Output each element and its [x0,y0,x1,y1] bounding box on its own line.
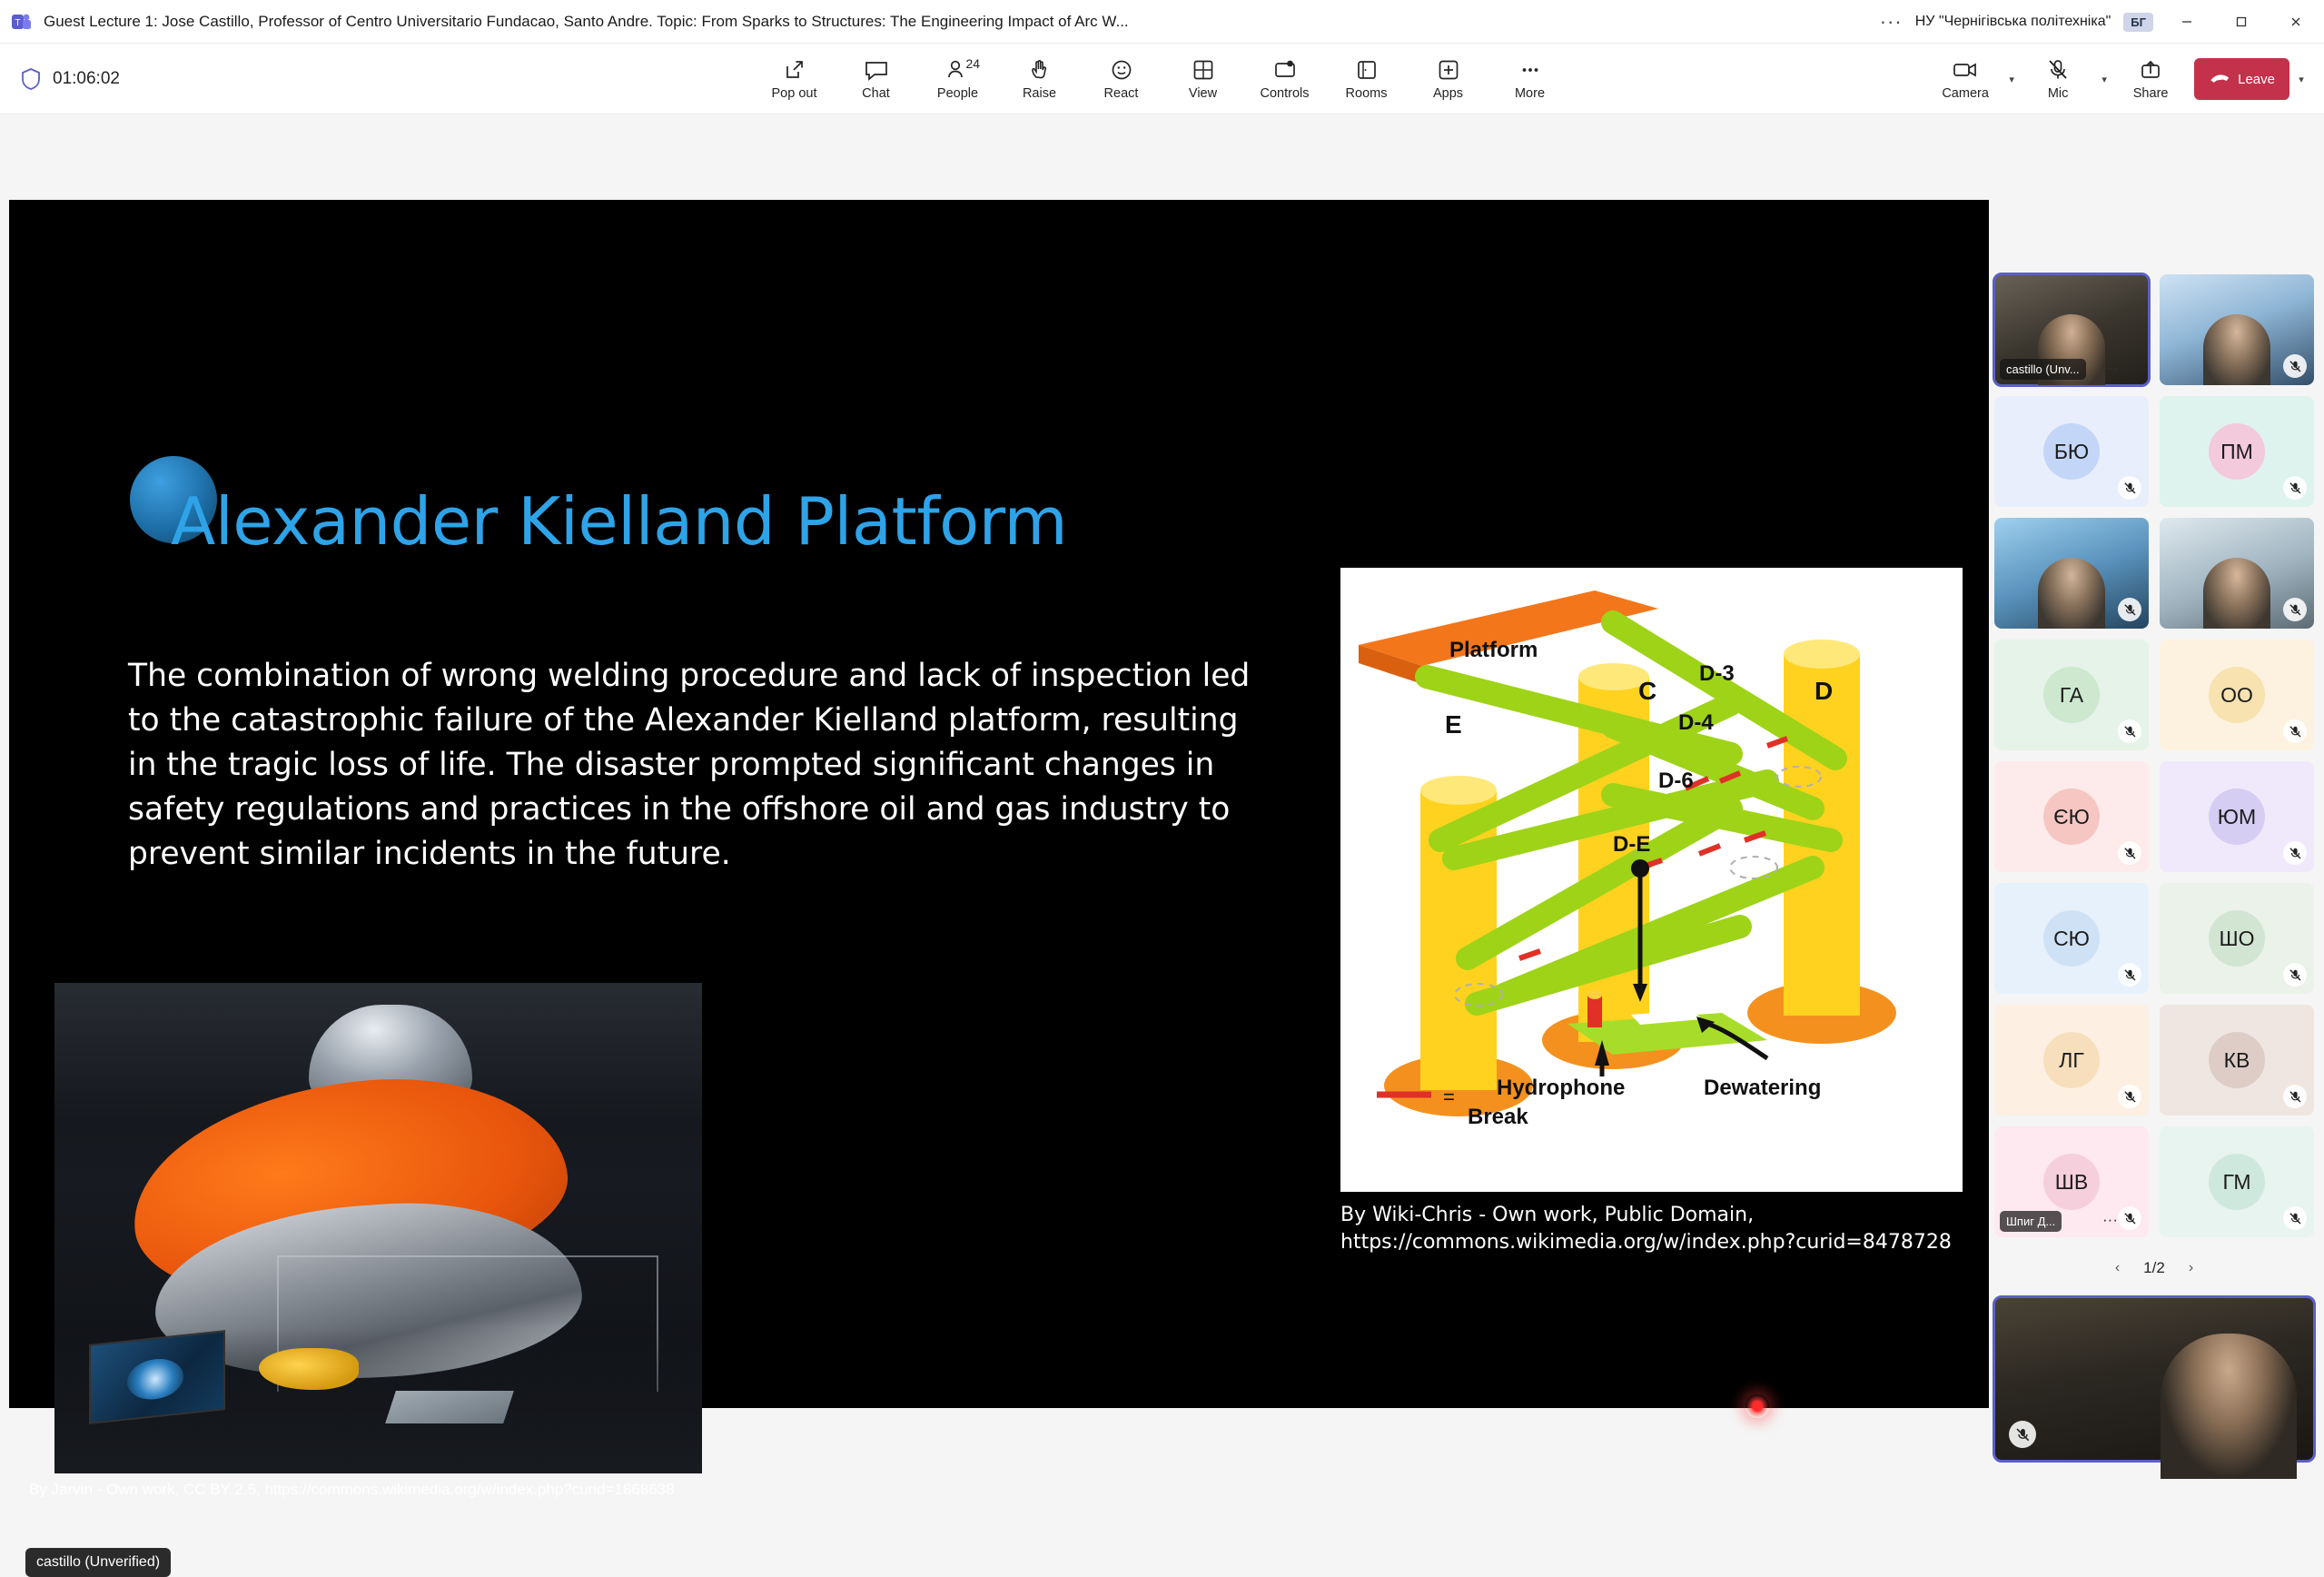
pop-out-icon [783,57,806,83]
teams-app-icon [9,9,35,35]
react-button[interactable] [1083,51,1161,107]
svg-text:Hydrophone: Hydrophone [1497,1076,1626,1100]
svg-text:Break: Break [1468,1105,1528,1129]
language-badge[interactable]: БГ [2123,13,2153,32]
mic-off-icon [2118,476,2141,500]
camera-label: Camera [1942,86,1989,101]
rooms-icon [1355,57,1379,83]
roster-prev-page-icon[interactable]: ‹ [2114,1260,2121,1275]
participant-tile[interactable] [1994,396,2149,507]
share-button[interactable] [2116,51,2185,107]
hang-up-icon [2209,68,2230,91]
controls-label: Controls [1260,85,1310,101]
controls-button[interactable] [1246,51,1324,107]
photo-monitor-image [127,1356,183,1403]
svg-text:D-4: D-4 [1678,710,1714,735]
avatar: ЮМ [2209,788,2265,845]
tile-more-options-icon[interactable]: ··· [2102,359,2118,376]
apps-button[interactable] [1409,51,1488,107]
participant-tile[interactable] [2160,640,2314,750]
mic-off-icon [2283,354,2307,378]
pop-out-button[interactable] [756,51,834,107]
raise-hand-button[interactable] [1001,51,1079,107]
pop-out-label: Pop out [771,85,817,101]
chat-button[interactable] [837,51,915,107]
mic-off-icon [2283,1206,2307,1230]
shield-icon [20,67,42,91]
avatar: КВ [2209,1032,2265,1088]
roster-pager [1994,1250,2314,1286]
share-control-group [2116,51,2185,107]
device-controls [1931,44,2313,114]
tile-more-options-icon[interactable]: ··· [2102,1211,2118,1228]
mic-label: Mic [2047,86,2069,101]
meeting-status-group [0,67,245,91]
raise-label: Raise [1022,85,1057,101]
video-figure [2038,558,2105,629]
svg-text:Platform: Platform [1449,638,1538,662]
titlebar-overflow-button[interactable]: ··· [1879,10,1903,33]
participant-tile[interactable] [1994,1005,2149,1116]
more-button[interactable] [1491,51,1569,107]
share-icon [2139,57,2162,83]
photo-monitor [89,1330,225,1424]
mic-off-icon [2283,719,2307,743]
window-title: Guest Lecture 1: Jose Castillo, Professor of Centro Universitario Fundacao, Santo Andre. Topic: From Sparks to Structures: The Engineering Impact of Arc W... [44,12,1129,30]
leave-button[interactable] [2194,58,2289,100]
apps-plus-icon [1437,57,1460,83]
chat-label: Chat [862,85,890,101]
diagram-credit-text: By Wiki-Chris - Own work, Public Domain, https://commons.wikimedia.org/w/index.php?curid=8478728 [1340,1204,1952,1255]
leave-label: Leave [2238,71,2275,87]
avatar: БЮ [2043,423,2100,480]
svg-text:D-6: D-6 [1658,769,1694,793]
video-figure [2203,314,2270,385]
meeting-timer: 01:06:02 [53,68,120,88]
meeting-command-bar [0,44,2324,114]
svg-text:D-E: D-E [1613,832,1651,857]
share-label: Share [2132,86,2169,101]
avatar: ОО [2209,667,2265,723]
avatar: СЮ [2043,910,2100,967]
mic-control-group [2023,51,2116,107]
meeting-stage [0,114,2324,1570]
mic-off-icon [2118,963,2141,987]
photo-plaque [385,1391,514,1423]
camera-control-group [1931,51,2023,107]
window-title-bar [0,0,2324,44]
platform-diagram [1340,568,1963,1192]
participant-tile[interactable] [1994,640,2149,750]
shared-content-pane[interactable] [9,200,1989,1570]
mic-off-icon [2118,1085,2141,1108]
camera-off-icon [1952,57,1979,83]
mic-off-icon [2118,598,2141,621]
avatar: ГА [2043,667,2100,723]
command-bar-actions [756,51,1569,107]
participant-tile[interactable] [1994,761,2149,872]
slide-title: Alexander Kielland Platform [171,483,1068,560]
participant-tile[interactable] [1994,1126,2149,1237]
svg-text:Dewatering: Dewatering [1704,1076,1822,1100]
mic-off-icon [2283,1085,2307,1108]
mic-chevron-down-icon[interactable]: ▾ [2101,74,2107,85]
more-dots-icon [1518,57,1542,83]
participant-name: castillo (Unv... [2000,359,2086,380]
close-icon[interactable] [2275,0,2317,44]
avatar: ШО [2209,910,2265,967]
platform-diagram-svg [1340,568,1963,1192]
mic-off-icon [2283,963,2307,987]
avatar: ЛГ [2043,1032,2100,1088]
participant-tile[interactable] [2160,1005,2314,1116]
window-right-controls [1880,0,2324,44]
participant-name: Шпиг Д... [2000,1211,2062,1232]
participant-tile[interactable] [1994,274,2149,385]
minimize-icon[interactable] [2166,0,2208,44]
mic-button[interactable] [2023,51,2092,107]
slide-body-text: The combination of wrong welding procedure and lack of inspection led to the catastrophic failure of the Alexander Kielland platform, resulting in the tragic loss of life. The disaster prompted significant changes in safety regulations and practices in the offshore oil and gas industry to prevent similar incidents in the future. [128,658,1251,872]
photo-gold-object [259,1348,359,1390]
view-grid-icon [1192,57,1215,83]
apps-label: Apps [1432,85,1464,101]
rooms-label: Rooms [1345,85,1388,101]
camera-chevron-down-icon[interactable]: ▾ [2009,74,2014,85]
participant-tile[interactable] [2160,761,2314,872]
mic-off-icon [2283,598,2307,621]
react-label: React [1103,85,1139,101]
organization-name: НУ "Чернігівська політехніка" [1914,14,2111,29]
presenter-name-chip: castillo (Unverified) [25,1548,171,1577]
svg-text:T: T [15,17,21,28]
mic-off-icon [2283,476,2307,500]
people-button[interactable] [919,51,997,107]
chat-icon [864,57,889,83]
participant-tile[interactable] [2160,883,2314,994]
view-button[interactable] [1164,51,1242,107]
participant-tile[interactable] [2160,1126,2314,1237]
maximize-icon[interactable] [2220,0,2262,44]
participant-tile[interactable] [1994,518,2149,629]
svg-text:E: E [1445,710,1462,739]
participant-tile[interactable] [1994,883,2149,994]
rooms-button[interactable] [1328,51,1406,107]
laser-pointer-dot [1745,1394,1769,1418]
spotlight-video-tile[interactable] [1994,1297,2314,1461]
svg-text:D-3: D-3 [1699,661,1735,686]
leave-chevron-down-icon[interactable]: ▾ [2299,74,2304,85]
presentation-slide [9,200,1989,1570]
people-count-badge: 24 [965,55,981,71]
video-figure [2203,558,2270,629]
raise-hand-icon [1028,57,1052,83]
svg-text:=: = [1443,1086,1455,1108]
participant-tile[interactable] [2160,518,2314,629]
svg-text:D: D [1815,677,1834,705]
mic-off-icon [2009,1421,2036,1448]
participant-tile[interactable] [2160,274,2314,385]
roster-page-indicator: 1/2 [2143,1259,2165,1276]
camera-button[interactable] [1931,51,2000,107]
more-label: More [1514,85,1546,101]
react-smiley-icon [1110,57,1133,83]
spotlight-video-figure [2161,1334,2297,1479]
avatar: ПМ [2209,423,2265,480]
avatar: ШВ [2043,1154,2100,1210]
participant-roster [1994,274,2314,1452]
controls-icon [1273,57,1297,83]
roster-next-page-icon[interactable]: › [2188,1260,2194,1275]
mic-off-icon [2283,841,2307,865]
avatar: ЄЮ [2043,788,2100,845]
avatar: ГМ [2209,1154,2265,1210]
svg-text:C: C [1638,677,1657,705]
photo-credit-text: By Jarvin - Own work, CC BY 2.5, https://commons.wikimedia.org/w/index.php?curid=1868638 [29,1481,675,1498]
view-label: View [1188,85,1218,101]
mic-off-icon [2118,719,2141,743]
people-label: People [936,85,979,101]
participant-tile-grid [1994,274,2314,1237]
mic-off-icon [2118,1206,2141,1230]
mic-off-icon [2118,841,2141,865]
participant-tile[interactable] [2160,396,2314,507]
memorial-photo [54,983,702,1473]
mic-off-icon [2046,57,2070,83]
